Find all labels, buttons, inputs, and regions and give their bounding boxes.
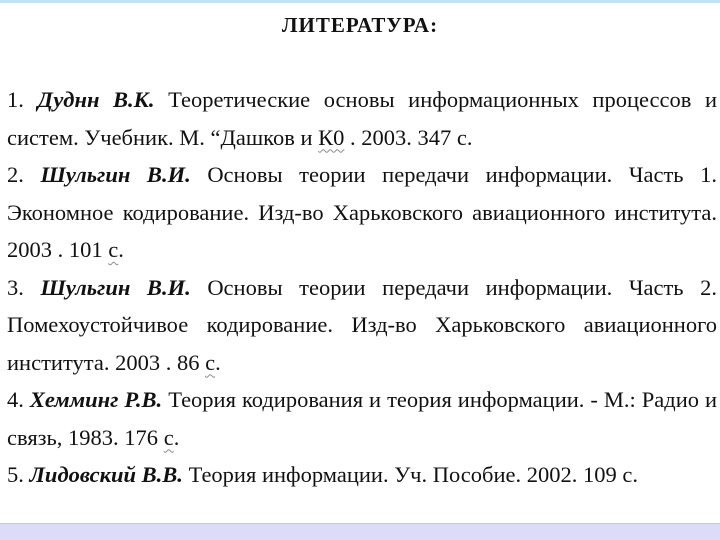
reference-text: Теория кодирования и теория информации. - М.: Радио и связь, 1983. 176 bbox=[7, 387, 718, 450]
reference-number: 4. bbox=[7, 387, 24, 412]
reference-author: Хемминг Р.В. bbox=[29, 387, 163, 412]
reference-text-end: . bbox=[118, 237, 124, 262]
reference-author: Шульгин В.И. bbox=[40, 274, 191, 300]
reference-item-2 bbox=[7, 156, 717, 269]
reference-text-end: . bbox=[215, 349, 221, 375]
reference-item-5 bbox=[7, 456, 717, 494]
reference-text: Основы теории передачи информации. Часть 2. Помехоустойчивое кодирование. Изд-во Харьковского авиационного института. 2003 . 86 bbox=[7, 274, 718, 375]
page-title: ЛИТЕРАТУРА: bbox=[281, 13, 439, 37]
reference-text-end: . 2003. 347 с. bbox=[344, 124, 473, 150]
reference-number: 3. bbox=[7, 274, 24, 300]
reference-number: 5. bbox=[7, 462, 24, 487]
reference-text: Теоретические основы информационных процессов и систем. Учебник. М. “Дашков и bbox=[7, 87, 717, 150]
reference-item-1 bbox=[7, 81, 717, 156]
reference-author: Лидовский В.В. bbox=[29, 462, 183, 487]
reference-list bbox=[7, 81, 717, 494]
reference-text: Теория информации. Уч. Пособие. 2002. 109 с. bbox=[188, 462, 638, 487]
reference-underlined-text: с bbox=[205, 349, 216, 375]
reference-item-4 bbox=[7, 381, 717, 456]
reference-text: Основы теории передачи информации. Часть 1. Экономное кодирование. Изд-во Харьковского авиационного института. 2003 . 101 bbox=[7, 162, 718, 262]
reference-number: 1. bbox=[7, 87, 24, 112]
reference-item-3 bbox=[7, 269, 717, 382]
reference-author: Шульгин В.И. bbox=[40, 162, 191, 187]
reference-text-end: . bbox=[173, 424, 180, 450]
reference-underlined-text: с bbox=[108, 237, 119, 262]
footer-band bbox=[0, 523, 720, 540]
reference-underlined-text: К0 bbox=[318, 124, 345, 150]
reference-underlined-text: с bbox=[163, 424, 174, 450]
reference-author: Дуднн В.К. bbox=[37, 87, 155, 112]
reference-number: 2. bbox=[7, 162, 24, 187]
